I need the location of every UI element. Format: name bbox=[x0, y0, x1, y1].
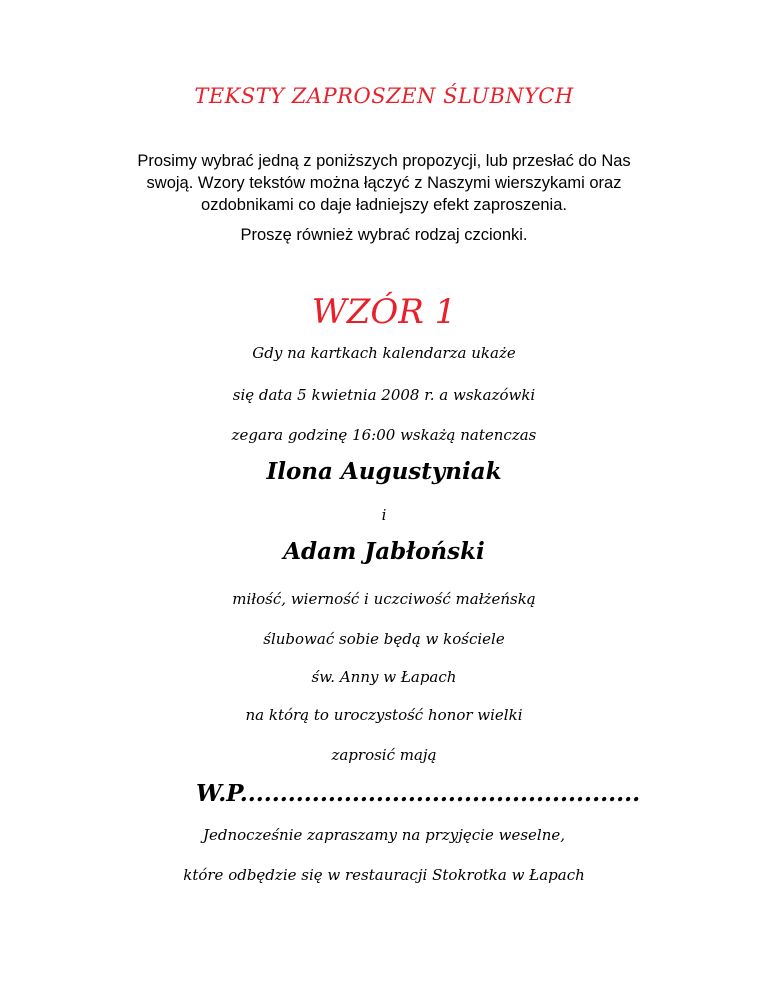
pattern-heading: WZÓR 1 bbox=[311, 292, 457, 332]
verse-line: ślubować sobie będą w kościele bbox=[263, 630, 505, 648]
verse-line: miłość, wierność i uczciwość małżeńską bbox=[232, 590, 536, 608]
intro-line: Prosimy wybrać jedną z poniższych propozycji, lub przesłać do Nas bbox=[137, 152, 631, 170]
verse-line: Gdy na kartkach kalendarza ukaże bbox=[252, 344, 516, 362]
intro-line: swoją. Wzory tekstów można łączyć z Naszymi wierszykami oraz bbox=[146, 174, 622, 192]
groom-name: Adam Jabłoński bbox=[283, 538, 485, 565]
reception-line: które odbędzie się w restauracji Stokrotka w Łapach bbox=[183, 866, 585, 884]
intro-line: ozdobnikami co daje ładniejszy efekt zaproszenia. bbox=[201, 196, 567, 214]
verse-line: św. Anny w Łapach bbox=[311, 668, 457, 686]
verse-line: na którą to uroczystość honor wielki bbox=[245, 706, 523, 724]
verse-line: zaprosić mają bbox=[331, 746, 437, 764]
verse-line: się data 5 kwietnia 2008 r. a wskazówki bbox=[232, 386, 536, 404]
guest-line: W.P.................................................. bbox=[196, 780, 641, 807]
bride-name: Ilona Augustyniak bbox=[266, 458, 502, 485]
reception-line: Jednocześnie zapraszamy na przyjęcie weselne, bbox=[202, 826, 566, 844]
verse-line: zegara godzinę 16:00 wskażą natenczas bbox=[231, 426, 537, 444]
conjunction: i bbox=[381, 506, 387, 524]
intro-paragraph bbox=[0, 150, 768, 216]
document-title: TEKSTY ZAPROSZEN ŚLUBNYCH bbox=[194, 84, 574, 108]
font-note: Proszę również wybrać rodzaj czcionki. bbox=[240, 226, 528, 244]
